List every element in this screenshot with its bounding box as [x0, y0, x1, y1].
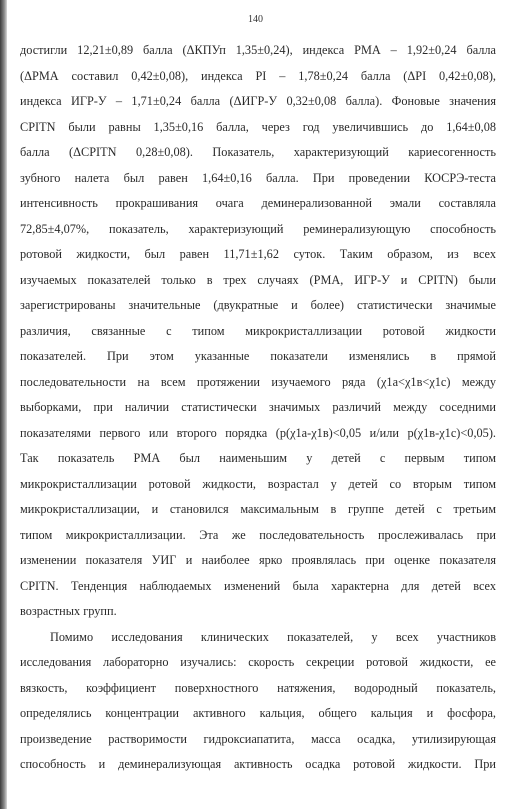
text-line: Помимо исследования клинических показателей, у всех участников: [50, 629, 496, 644]
document-body: [20, 38, 496, 778]
paragraph-2: [20, 625, 496, 778]
text-line: вязкость, коэффициент поверхностного натяжения, водородный показатель,: [20, 680, 496, 695]
text-line: интенсивность прокрашивания очага деминерализованной эмали составляла: [20, 196, 496, 210]
text-line: достигли 12,21±0,89 балла (ΔКПУп 1,35±0,24), индекса РМА – 1,92±0,24 балла: [20, 43, 496, 57]
text-line: способность и деминерализующая активность осадка ротовой жидкости. При: [20, 757, 496, 771]
text-line: микрокристаллизации ротовой жидкости, возрастал у детей со вторым типом: [20, 476, 496, 491]
text-line: Так показатель РМА был наименьшим у детей с первым типом: [20, 451, 496, 465]
text-line: выборками, при наличии статистически значимых различий между соседними: [20, 400, 496, 414]
text-line: возрастных групп.: [20, 604, 117, 618]
text-line: 72,85±4,07%, показатель, характеризующий реминерализующую способность: [20, 221, 496, 236]
paragraph-1: [20, 38, 496, 625]
text-line: изменении показателя УИГ и наиболее ярко проявлялась при оценке показателя: [20, 553, 496, 567]
text-line: микрокристаллизации, и становился максимальным в группе детей с третьим: [20, 502, 496, 516]
text-line: CPITN. Тенденция наблюдаемых изменений была характерна для детей всех: [20, 578, 496, 593]
text-line: изучаемых показателей только в трех случаях (РМА, ИГР-У и CPITN) были: [20, 272, 496, 287]
text-line: показателей. При этом указанные показатели изменялись в прямой: [20, 349, 496, 363]
text-line: CPITN были равны 1,35±0,16 балла, через год увеличившись до 1,64±0,08: [20, 119, 496, 134]
text-line: определялись концентрации активного кальция, общего кальция и фосфора,: [20, 706, 496, 720]
text-line: различия, связанные с типом микрокристаллизации ротовой жидкости: [20, 323, 496, 338]
page-number: 140: [248, 14, 263, 25]
text-line: произведение растворимости гидроксиапатита, масса осадка, утилизирующая: [20, 731, 496, 746]
text-line: зарегистрированы значительные (двукратные и более) статистически значимые: [20, 298, 496, 312]
text-line: зубного налета был равен 1,64±0,16 балла. При проведении КОСРЭ-теста: [20, 170, 496, 185]
text-line: исследования лабораторно изучались: скорость секреции ротовой жидкости, ее: [20, 655, 496, 669]
text-line: последовательности на всем протяжении изучаемого ряда (χ1а<χ1в<χ1с) между: [20, 374, 496, 389]
text-line: (ΔРМА составил 0,42±0,08), индекса PI – 1,78±0,24 балла (ΔPI 0,42±0,08),: [20, 68, 496, 83]
text-line: ротовой жидкости, был равен 11,71±1,62 суток. Таким образом, из всех: [20, 247, 496, 261]
text-line: балла (ΔCPITN 0,28±0,08). Показатель, характеризующий кариесогенность: [20, 145, 496, 159]
scan-shadow-edge: [0, 0, 7, 809]
text-line: типом микрокристаллизации. Эта же последовательность прослеживалась при: [20, 527, 496, 542]
text-line: индекса ИГР-У – 1,71±0,24 балла (ΔИГР-У 0,32±0,08 балла). Фоновые значения: [20, 94, 496, 108]
text-line: показателями первого или второго порядка (p(χ1а-χ1в)<0,05 и/или p(χ1в-χ1с)<0,05).: [20, 425, 496, 440]
